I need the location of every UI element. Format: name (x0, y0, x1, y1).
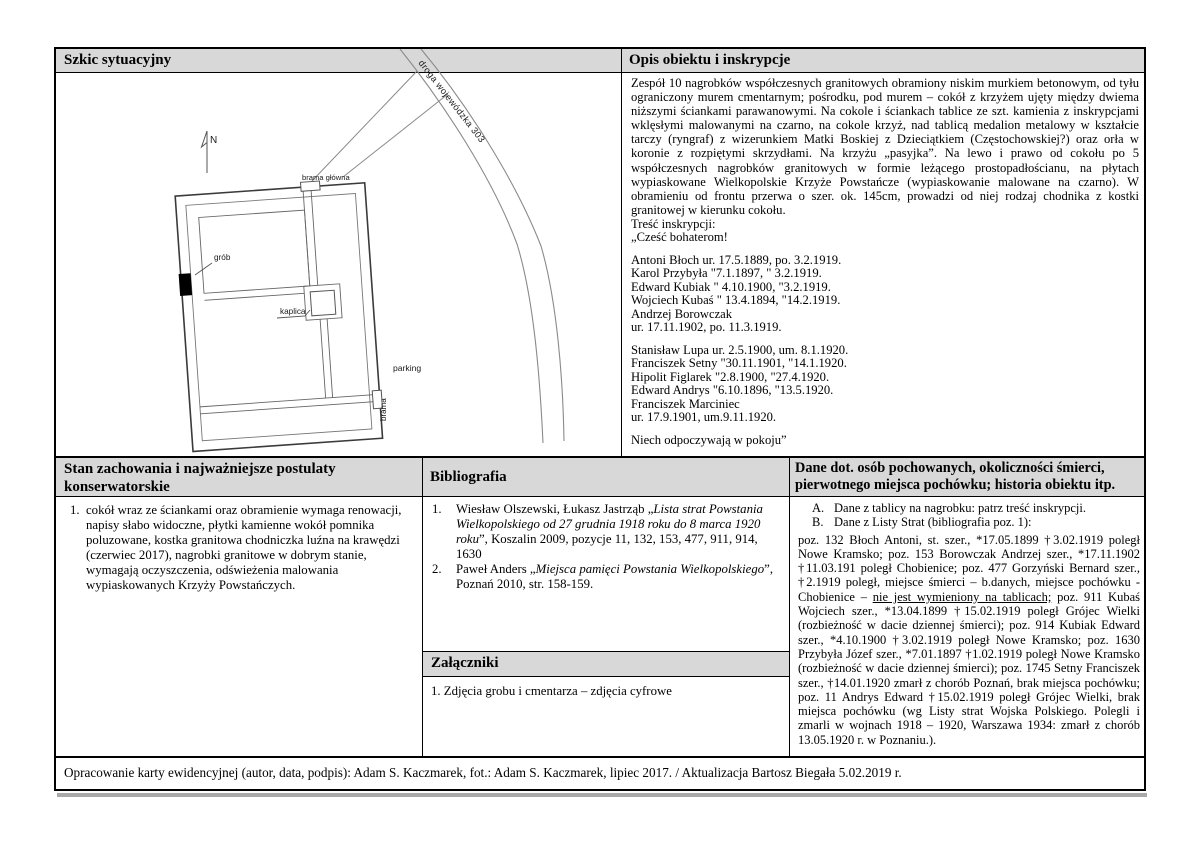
attachments-cell (423, 677, 789, 755)
inscription-line: Edward Andrys "6.10.1896, "13.5.1920. (631, 383, 834, 398)
grave-leader-line (195, 263, 212, 275)
gate-path-left (303, 187, 310, 286)
divider-path-line (205, 293, 305, 300)
north-arrow (202, 131, 218, 173)
attachments-section-title: Załączniki (431, 655, 499, 671)
chapel-path-left (320, 319, 326, 398)
gate-path-right (311, 187, 318, 286)
inscription-line: ur. 17.9.1901, um.9.11.1920. (631, 410, 777, 425)
road-right-edge (421, 49, 564, 441)
burial-data-cell (790, 497, 1144, 755)
road-left-edge (400, 49, 543, 443)
bibliography-list (432, 502, 781, 592)
inscription-line: Franciszek Setny "30.11.1901, "14.1.1920. (631, 356, 847, 371)
description-cell (622, 73, 1144, 454)
burial-data-list (798, 501, 1140, 530)
side-gate-label: brama (379, 398, 388, 421)
text-segment: poz. 911 Kubaś Wojciech szer., *13.04.1899 †15.02.1919 poległ Grójec Wielki (rozbieżność w dacie dziennej śmierci); poz. 914 Kubiak Edward szer., *4.10.1900 †3.02.1919 poległ Nowe Kramsko; poz. 1630 Przybyła Józef szer., *7.01.1897 †1.02.1919 poległ Nowe Kramsko (rozbieżność w dacie dziennej śmierci); poz. 1745 Setny Franciszek szer., †14.01.1920 zmarł z chorób Poznań, brak miejsca pochówku; poz. 11 Andrys Edward †15.02.1919 poległ Grójec Wielki, brak miejsca pochówku (wg Listy strat Wojska Polskiego. Polegli i zmarli w wojnach 1918 – 1920, Warszawa 1934: zmarł z chorób 13.05.1920 r. w Poznaniu.). (798, 589, 1140, 747)
bibliography-cell (423, 497, 789, 651)
text-segment: poz. 132 Błoch Antoni, st. szer., *17.05.1899 †3.02.1919 poległ Nowe Kramsko; poz. 153 Borowczak Andrzej szer., *17.11.1902 †11.03.191 poległ Chobienice; poz. 477 Gorzyński Bernard szer., †2.1919 poległ, miejsce śmierci – b.danych, miejsce pochówku - Chobienice – (798, 532, 1140, 604)
lettered-item (798, 501, 1140, 515)
item-number: 2. (432, 562, 442, 576)
condition-section-header (56, 458, 422, 496)
grave-label: grób (214, 253, 231, 262)
numbered-item (432, 562, 781, 592)
parking-label: parking (393, 363, 422, 373)
inscription-line: Stanisław Lupa ur. 2.5.1900, um. 8.1.1920. (631, 342, 849, 357)
main-gate-label: brama główna (302, 173, 350, 182)
inscription-line: Edward Kubiak " 4.10.1900, "3.2.1919. (631, 279, 831, 294)
sketch-section-title: Szkic sytuacyjny (64, 52, 172, 68)
bottom-path-upper (200, 395, 374, 407)
text-segment: Lista strat Powstania Wielkopolskiego od 27 grudnia 1918 roku do 8 marca 1920 roku (456, 502, 763, 546)
footer-cell (56, 758, 1144, 788)
text-segment: Miejsca pamięci Powstania Wielkopolskiego (535, 562, 765, 576)
condition-cell (56, 497, 422, 755)
inscription-line: Wojciech Kubaś " 13.4.1894, "14.2.1919. (631, 293, 841, 308)
access-road-left-edge (312, 71, 417, 181)
grave-marker (179, 273, 193, 296)
footer-credit-text: Opracowanie karty ewidencyjnej (autor, data, podpis): Adam S. Kaczmarek, fot.: Adam S. Kaczmarek, lipiec 2017. / Aktualizacja Bartosz Biegała 5.02.2019 r. (64, 764, 902, 780)
row1-column-divider (621, 49, 622, 456)
description-section-title: Opis obiektu i inskrypcje (629, 52, 791, 68)
main-gate-marker (301, 181, 321, 191)
inscription-line: Franciszek Marciniec (631, 396, 740, 411)
chapel-path-right (327, 319, 333, 398)
inscription-line: Niech odpoczywają w pokoju” (631, 432, 787, 447)
item-number: 1. (432, 502, 442, 516)
inscription-line: Hipolit Figlarek "2.8.1900, "27.4.1920. (631, 369, 830, 384)
upper-courtyard (199, 210, 310, 293)
attachments-section-header (423, 652, 789, 676)
item-letter: A. (812, 501, 825, 515)
record-card (54, 47, 1146, 791)
lettered-item (798, 515, 1140, 529)
numbered-item (432, 502, 781, 562)
item-text: Dane z tablicy na nagrobku: patrz treść inskrypcji. (834, 501, 1086, 515)
cemetery-outer-wall (175, 183, 382, 452)
attachments-line: 1. Zdjęcia grobu i cmentarza – zdjęcia cyfrowe (431, 684, 672, 698)
condition-list (64, 503, 412, 593)
chapel-building (310, 290, 336, 316)
condition-section-title: Stan zachowania i najważniejsze postulaty konserwatorskie (64, 460, 336, 495)
inscription-block (631, 231, 1139, 447)
item-number: 1. (70, 503, 80, 517)
bottom-path-lower (200, 402, 374, 414)
bibliography-section-header (422, 458, 789, 496)
description-section-header (621, 49, 1144, 72)
burial-data-paragraph (798, 533, 1140, 747)
text-segment: Paweł Anders „ (456, 562, 536, 576)
scan-shadow-edge (57, 793, 1147, 797)
inscription-line: Karol Przybyła "7.1.1897, " 3.2.1919. (631, 266, 822, 281)
text-segment: nie jest wymieniony na tablicach; (872, 589, 1052, 604)
text-segment: ”, Poznań 2010, str. 158-159. (456, 562, 774, 591)
inscription-line: Andrzej Borowczak (631, 306, 733, 321)
item-text (456, 502, 781, 562)
item-letter: B. (812, 515, 824, 530)
bibliography-section-title: Bibliografia (430, 468, 507, 485)
text-segment: ”, Koszalin 2009, pozycje 11, 132, 153, 477, 911, 914, 1630 (456, 532, 758, 561)
numbered-item (64, 503, 412, 593)
header-divider-right (621, 72, 1144, 73)
text-segment: Wiesław Olszewski, Łukasz Jastrząb „ (456, 502, 654, 516)
inscription-intro: Treść inskrypcji: (631, 216, 716, 231)
north-arrow-head (202, 131, 208, 147)
burial-data-section-header (789, 458, 1144, 496)
inscription-line: ur. 17.11.1902, po. 11.3.1919. (631, 320, 782, 335)
cemetery-plot (173, 178, 385, 452)
road-label: droga wojewódzka 303 (416, 58, 488, 145)
site-sketch (56, 49, 621, 456)
item-text (456, 562, 781, 592)
item-text: cokół wraz ze ściankami oraz obramienie wymaga renowacji, napisy słabo widoczne, płytki kamienne wokół pomnika poluzowane, kostka granitowa chodniczka luźna na krawędzi (czerwiec 2017), nagrobki granitowe w dobrym stanie, wymagają oczyszczenia, odświeżenia malowania wypiaskowanych Krzyży Powstańczych. (86, 503, 402, 592)
object-description-paragraph: Zespół 10 nagrobków współczesnych granitowych obramiony niskim murkiem betonowym, od tyłu ograniczony murem cmentarnym; pośrodku, pod murem – cokół z krzyżem ujęty między dwiema niższymi ściankami parawanowymi. Na cokole i ściankach tablice ze szt. kamienia z inskrypcjami wklęsłymi malowanymi na czarno, na cokole krzyż, nad tablicą medalion metalowy w kształcie tarczy (ryngraf) z wizerunkiem Matki Boskiej z Dzieciątkiem (Częstochowskiej?) oraz orła w koronie z rozpiętymi skrzydłami. Na krzyżu „pasyjka”. Na lewo i prawo od cokołu po 5 współczesnych nagrobków granitowych w formie leżącego prostopadłościanu, na płytach wypiaskowane Wielkopolskie Krzyże Powstańcze (wypiaskowanie malowane na czarno). W obramieniu od frontu przerwa o szer. ok. 145cm, prowadzi od niej rodzaj chodnika z kostki granitowej w kierunku cokołu. (631, 76, 1139, 217)
north-label: N (210, 135, 218, 146)
item-text: Dane z Listy Strat (bibliografia poz. 1): (834, 515, 1032, 530)
inscription-line: Antoni Błoch ur. 17.5.1889, po. 3.2.1919. (631, 252, 842, 267)
access-road-right-edge (343, 94, 448, 177)
burial-data-section-title: Dane dot. osób pochowanych, okoliczności śmierci, pierwotnego miejsca pochówku; historia obiektu itp. (795, 459, 1116, 494)
chapel-label: kaplica (280, 307, 306, 316)
inscription-line: „Cześć bohaterom! (631, 230, 728, 245)
